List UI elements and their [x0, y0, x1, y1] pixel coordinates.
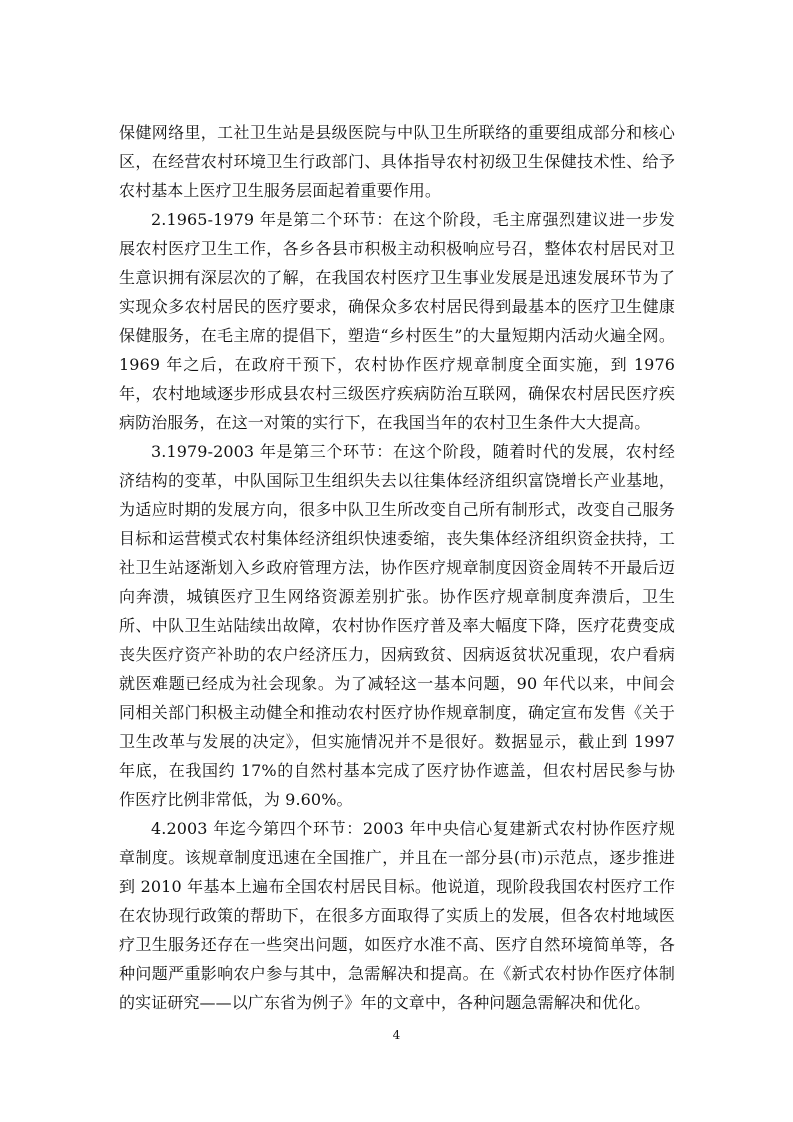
- paragraph-continued: 保健网络里，工社卫生站是县级医院与中队卫生所联络的重要组成部分和核心区，在经营农村环境卫生行政部门、具体指导农村初级卫生保健技术性、给予农村基本上医疗卫生服务层面起着重要作用。: [119, 123, 675, 200]
- body-text: [119, 118, 675, 1017]
- paragraph-stage-2: 2.1965-1979 年是第二个环节：在这个阶段，毛主席强烈建议进一步发展农村医疗卫生工作，各乡各县市积极主动积极响应号召，整体农村居民对卫生意识拥有深层次的了解，在我国农村医疗卫生事业发展是迅速发展环节为了实现众多农村居民的医疗要求，确保众多农村居民得到最基本的医疗卫生健康保健服务，在毛主席的提倡下，塑造“乡村医生”的大量短期内活动火遍全网。1969 年之后，在政府干预下，农村协作医疗规章制度全面实施，到 1976 年，农村地域逐步形成县农村三级医疗疾病防治互联网，确保农村居民医疗疾病防治服务，在这一对策的实行下，在我国当年的农村卫生条件大大提高。: [119, 210, 675, 432]
- paragraph-stage-4: 4.2003 年迄今第四个环节：2003 年中央信心复建新式农村协作医疗规章制度。该规章制度迅速在全国推广，并且在一部分县(市)示范点，逐步推进到 2010 年基本上遍布全国农村居民目标。他说道，现阶段我国农村医疗工作在农协现行政策的帮助下，在很多方面取得了实质上的发展，但各农村地域医疗卫生服务还存在一些突出问题，如医疗水准不高、医疗自然环境简单等，各种问题严重影响农户参与其中，急需解决和提高。在《新式农村协作医疗体制的实证研究——以广东省为例子》年的文章中，各种问题急需解决和优化。: [119, 819, 675, 1012]
- page-number: 4: [392, 1028, 401, 1042]
- paragraph-stage-3: 3.1979-2003 年是第三个环节：在这个阶段，随着时代的发展，农村经济结构的变革，中队国际卫生组织失去以往集体经济组织富饶增长产业基地，为适应时期的发展方向，很多中队卫生所改变自己所有制形式，改变自己服务目标和运营模式农村集体经济组织快速委缩，丧失集体经济组织资金扶持，工社卫生站逐渐划入乡政府管理方法，协作医疗规章制度因资金周转不开最后迈向奔溃，城镇医疗卫生网络资源差别扩张。协作医疗规章制度奔溃后，卫生所、中队卫生站陆续出故障，农村协作医疗普及率大幅度下降，医疗花费变成丧失医疗资产补助的农户经济压力，因病致贫、因病返贫状况重现，农户看病就医难题已经成为社会现象。为了减轻这一基本问题，90 年代以来，中间会同相关部门积极主动健全和推动农村医疗协作规章制度，确定宣布发售《关于卫生改革与发展的决定》，但实施情况并不是很好。数据显示，截止到 1997 年底，在我国约 17%的自然村基本完成了医疗协作遮盖，但农村居民参与协作医疗比例非常低，为 9.60%。: [119, 442, 675, 809]
